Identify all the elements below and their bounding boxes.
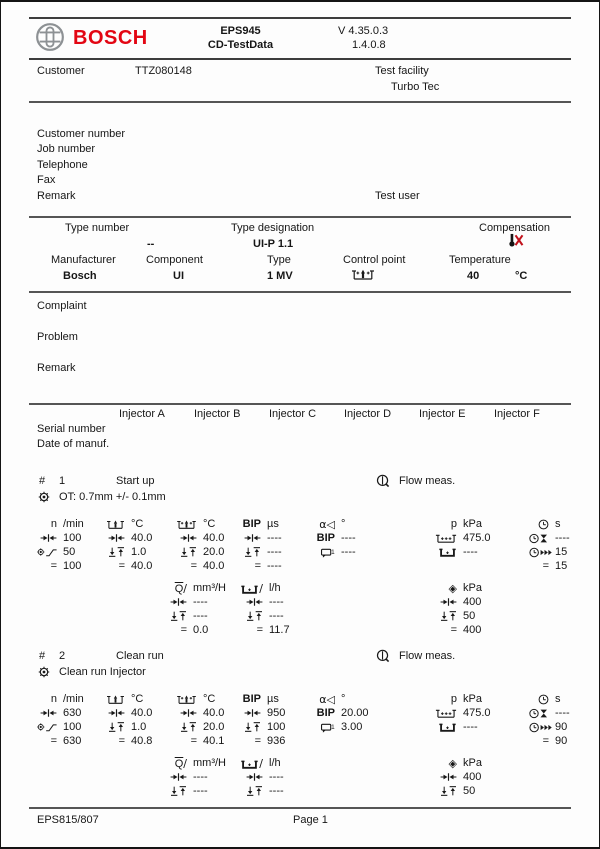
flow-p-unit: kPa	[463, 757, 482, 769]
rule	[29, 291, 571, 293]
tolerance-temp2: 20.0	[203, 721, 225, 733]
tolerance-icon	[165, 721, 203, 733]
setpoint-bip: ----	[267, 532, 282, 544]
col-temp1-unit: °C	[131, 518, 144, 530]
footer-device: EPS815/807	[37, 814, 99, 826]
setpoint-icon	[99, 707, 131, 719]
setpoint-icon	[37, 707, 63, 719]
tolerance-icon	[167, 610, 193, 622]
flow-actual-q: 0.0	[193, 624, 209, 636]
col-n-unit: /min	[63, 693, 84, 705]
setpoint-temp1: 40.0	[131, 707, 153, 719]
manufacturer-value: Bosch	[63, 270, 97, 282]
step-name: Clean run	[116, 650, 164, 662]
tank-temp-icon	[99, 518, 131, 530]
temperature-label: Temperature	[449, 254, 511, 266]
col-alpha-unit: °	[341, 693, 346, 705]
actual-time: 15	[555, 560, 568, 572]
footer-rule	[29, 807, 571, 809]
type-designation-value: UI-P 1.1	[253, 238, 294, 250]
injector-c-header: Injector C	[269, 408, 317, 420]
flow-meter-icon	[376, 649, 390, 663]
equals-sign: =	[190, 735, 197, 747]
setpoint-icon	[37, 532, 63, 544]
actual-temp2: 40.0	[203, 560, 225, 572]
setpoint-n: 100	[63, 532, 82, 544]
app-title: EPS945	[220, 25, 261, 37]
per-stroke-slash-icon: ∕	[259, 581, 263, 595]
display-1-icon	[305, 546, 341, 558]
col-n-label: n	[50, 693, 57, 705]
q-average-label: $\overline{Q}$	[174, 582, 184, 595]
telephone-label: Telephone	[37, 159, 88, 171]
flow-setpoint-q: ----	[193, 596, 208, 608]
return-flow-icon	[429, 721, 463, 733]
bosch-logo-icon	[35, 22, 65, 52]
step-hash: #	[39, 475, 46, 487]
version-secondary: 1.4.0.8	[352, 39, 386, 51]
q-unit: mm³/H	[193, 582, 226, 594]
tolerance-icon	[239, 546, 267, 558]
customer-label: Customer	[37, 65, 85, 77]
problem-label: Problem	[37, 331, 78, 343]
equals-sign: =	[256, 624, 263, 636]
brand-name: BOSCH	[73, 27, 148, 49]
setpoint-icon	[165, 707, 203, 719]
test-user-label: Test user	[375, 190, 420, 202]
date-of-manuf-label: Date of manuf.	[37, 438, 110, 450]
speed-ramp-icon	[37, 546, 63, 558]
equals-sign: =	[542, 735, 549, 747]
component-label: Component	[146, 254, 203, 266]
tolerance-temp2: 20.0	[203, 546, 225, 558]
injector-a-header: Injector A	[119, 408, 165, 420]
component-value: UI	[173, 270, 184, 282]
flow-p-unit: kPa	[463, 582, 482, 594]
setpoint-icon	[233, 771, 269, 783]
compensation-label: Compensation	[479, 222, 550, 234]
actual-temp2: 40.1	[203, 735, 225, 747]
oil-temp-heated-icon	[165, 693, 203, 705]
setpoint-time: ----	[555, 532, 570, 544]
setpoint-temp2: 40.0	[203, 532, 225, 544]
type-value: 1 MV	[267, 270, 293, 282]
col-p-unit: kPa	[463, 518, 482, 530]
tolerance-time: 90	[555, 721, 568, 733]
actual-bip: 936	[267, 735, 286, 747]
tolerance-n: 50	[63, 546, 76, 558]
flow-actual-l: 11.7	[269, 624, 290, 636]
setpoint-temp1: 40.0	[131, 532, 153, 544]
setpoint-icon	[165, 532, 203, 544]
col-n-unit: /min	[63, 518, 84, 530]
remark-section-label: Remark	[37, 362, 76, 374]
setpoint-alpha: ----	[341, 532, 356, 544]
actual-n: 100	[63, 560, 82, 572]
setpoint-time: ----	[555, 707, 570, 719]
col-alpha-label: α◁	[319, 692, 335, 706]
control-point-label: Control point	[343, 254, 406, 266]
step-note-text: Clean run Injector	[59, 666, 146, 678]
col-p-label: p	[450, 518, 457, 530]
test-facility-label: Test facility	[375, 65, 429, 77]
setpoint-icon	[233, 596, 269, 608]
equals-sign: =	[254, 735, 261, 747]
gear-icon	[38, 491, 50, 503]
setpoint-bip: 950	[267, 707, 286, 719]
temperature-value: 40	[467, 270, 480, 282]
complaint-label: Complaint	[37, 300, 87, 312]
tolerance-alpha: 3.00	[341, 721, 363, 733]
col-alpha-unit: °	[341, 518, 346, 530]
setpoint-alpha: 20.00	[341, 707, 369, 719]
clock-icon	[529, 693, 555, 705]
per-stroke-slash-icon: ∕	[183, 756, 187, 770]
tolerance-temp1: 1.0	[131, 546, 147, 558]
col-time-unit: s	[555, 693, 561, 705]
setpoint-icon	[239, 532, 267, 544]
setpoint-icon	[239, 707, 267, 719]
injector-e-header: Injector E	[419, 408, 466, 420]
flow-setpoint-l: ----	[269, 771, 284, 783]
tolerance-temp1: 1.0	[131, 721, 147, 733]
setpoint-icon	[167, 771, 193, 783]
tolerance-n: 100	[63, 721, 82, 733]
clock-wait-icon	[529, 532, 555, 544]
test-step-1	[37, 475, 569, 637]
flow-tolerance-l: ----	[269, 785, 284, 797]
gear-icon	[38, 666, 50, 678]
setpoint-icon	[429, 771, 463, 783]
return-flow-icon	[240, 759, 259, 769]
tolerance-icon	[233, 610, 269, 622]
tolerance-p: ----	[463, 721, 478, 733]
tolerance-icon	[99, 721, 131, 733]
tolerance-icon	[239, 721, 267, 733]
col-bip-label: BIP	[242, 518, 261, 530]
injector-f-header: Injector F	[494, 408, 540, 420]
type-number-label: Type number	[65, 222, 130, 234]
equals-sign: =	[118, 735, 125, 747]
injector-d-header: Injector D	[344, 408, 392, 420]
injector-columns	[119, 408, 569, 420]
rule	[29, 216, 571, 218]
setpoint-p: 475.0	[463, 707, 491, 719]
flow-setpoint-p: 400	[463, 596, 482, 608]
col-temp2-unit: °C	[203, 518, 216, 530]
col-alpha-label: α◁	[319, 517, 335, 531]
per-stroke-slash-icon: ∕	[259, 756, 263, 770]
measurement-label: Flow meas.	[399, 650, 456, 662]
col-time-unit: s	[555, 518, 561, 530]
flow-setpoint-l: ----	[269, 596, 284, 608]
actual-bip: ----	[267, 560, 282, 572]
tolerance-icon	[167, 785, 193, 797]
manufacturer-label: Manufacturer	[51, 254, 116, 266]
measurement-label: Flow meas.	[399, 475, 456, 487]
setpoint-icon	[429, 596, 463, 608]
col-temp2-unit: °C	[203, 693, 216, 705]
remark-label: Remark	[37, 190, 76, 202]
setpoint-p: 475.0	[463, 532, 491, 544]
step-note-text: OT: 0.7mm +/- 0.1mm	[59, 491, 166, 503]
customer-number-label: Customer number	[37, 128, 126, 140]
injector-b-header: Injector B	[194, 408, 241, 420]
step-hash: #	[39, 650, 46, 662]
tolerance-p: ----	[463, 546, 478, 558]
actual-n: 630	[63, 735, 82, 747]
test-step-2	[37, 650, 569, 798]
tolerance-alpha: ----	[341, 546, 356, 558]
test-facility-value: Turbo Tec	[391, 81, 440, 93]
col-bip-unit: µs	[267, 518, 279, 530]
flow-setpoint-p: 400	[463, 771, 482, 783]
tolerance-time: 15	[555, 546, 568, 558]
fax-label: Fax	[37, 174, 56, 186]
setpoint-n: 630	[63, 707, 82, 719]
equals-sign: =	[542, 560, 549, 572]
col-p-label: p	[450, 693, 457, 705]
header-bottom-rule	[29, 58, 571, 60]
tolerance-icon	[165, 546, 203, 558]
rule	[29, 403, 571, 405]
version-primary: V 4.35.0.3	[338, 25, 389, 37]
tolerance-icon	[429, 785, 463, 797]
type-label: Type	[267, 254, 291, 266]
clock-icon	[529, 518, 555, 530]
equals-sign: =	[118, 560, 125, 572]
step-number: 2	[59, 650, 66, 662]
clock-fastforward-icon	[529, 721, 555, 733]
type-number-value: --	[147, 238, 155, 250]
step-1-main-table	[37, 517, 569, 573]
q-average-label: $\overline{Q}$	[174, 757, 184, 770]
temperature-unit: °C	[515, 270, 528, 282]
step-2-main-table	[37, 692, 569, 748]
footer-page-number: Page 1	[293, 814, 328, 826]
step-name: Start up	[116, 475, 155, 487]
flow-meter-icon	[376, 474, 390, 488]
equals-sign: =	[180, 624, 187, 636]
col-temp1-unit: °C	[131, 693, 144, 705]
speed-ramp-icon	[37, 721, 63, 733]
flow-tolerance-p: 50	[463, 785, 476, 797]
return-flow-icon	[240, 584, 259, 594]
tolerance-icon	[233, 785, 269, 797]
job-number-label: Job number	[37, 143, 96, 155]
col-p-unit: kPa	[463, 693, 482, 705]
flow-tolerance-p: 50	[463, 610, 476, 622]
tolerance-icon	[99, 546, 131, 558]
flow-actual-p: 400	[463, 624, 482, 636]
diamond-pressure-icon: ◈	[448, 756, 457, 770]
flow-tolerance-l: ----	[269, 610, 284, 622]
l-unit: l/h	[269, 757, 281, 769]
actual-time: 90	[555, 735, 568, 747]
diamond-pressure-icon: ◈	[448, 581, 457, 595]
control-point-icon	[351, 268, 375, 281]
temperature-compensation-off-icon	[507, 233, 524, 247]
l-unit: l/h	[269, 582, 281, 594]
customer-value: TTZ080148	[135, 65, 192, 77]
flow-setpoint-q: ----	[193, 771, 208, 783]
app-subtitle: CD-TestData	[207, 39, 274, 51]
clock-fastforward-icon	[529, 546, 555, 558]
header-top-rule	[29, 17, 571, 19]
serial-number-label: Serial number	[37, 423, 106, 435]
step-1-flow-table	[167, 581, 569, 637]
equals-sign: =	[450, 624, 457, 636]
step-number: 1	[59, 475, 66, 487]
q-unit: mm³/H	[193, 757, 226, 769]
col-bip-label: BIP	[242, 693, 261, 705]
per-stroke-slash-icon: ∕	[183, 581, 187, 595]
tolerance-bip: ----	[267, 546, 282, 558]
rule	[29, 101, 571, 103]
clock-wait-icon	[529, 707, 555, 719]
col-bip-unit: µs	[267, 693, 279, 705]
equals-sign: =	[190, 560, 197, 572]
actual-temp1: 40.0	[131, 560, 153, 572]
supply-pressure-icon	[429, 532, 463, 544]
flow-tolerance-q: ----	[193, 610, 208, 622]
return-flow-icon	[429, 546, 463, 558]
display-1-icon	[305, 721, 341, 733]
setpoint-temp2: 40.0	[203, 707, 225, 719]
tolerance-icon	[429, 610, 463, 622]
tank-temp-icon	[99, 693, 131, 705]
equals-sign: =	[50, 735, 57, 747]
equals-sign: =	[254, 560, 261, 572]
bip-row-label: BIP	[316, 532, 335, 544]
oil-temp-heated-icon	[165, 518, 203, 530]
equals-sign: =	[50, 560, 57, 572]
actual-temp1: 40.8	[131, 735, 153, 747]
col-n-label: n	[50, 518, 57, 530]
supply-pressure-icon	[429, 707, 463, 719]
bip-row-label: BIP	[316, 707, 335, 719]
step-2-flow-table	[167, 756, 569, 798]
setpoint-icon	[99, 532, 131, 544]
type-designation-label: Type designation	[231, 222, 315, 234]
setpoint-icon	[167, 596, 193, 608]
tolerance-bip: 100	[267, 721, 286, 733]
flow-tolerance-q: ----	[193, 785, 208, 797]
